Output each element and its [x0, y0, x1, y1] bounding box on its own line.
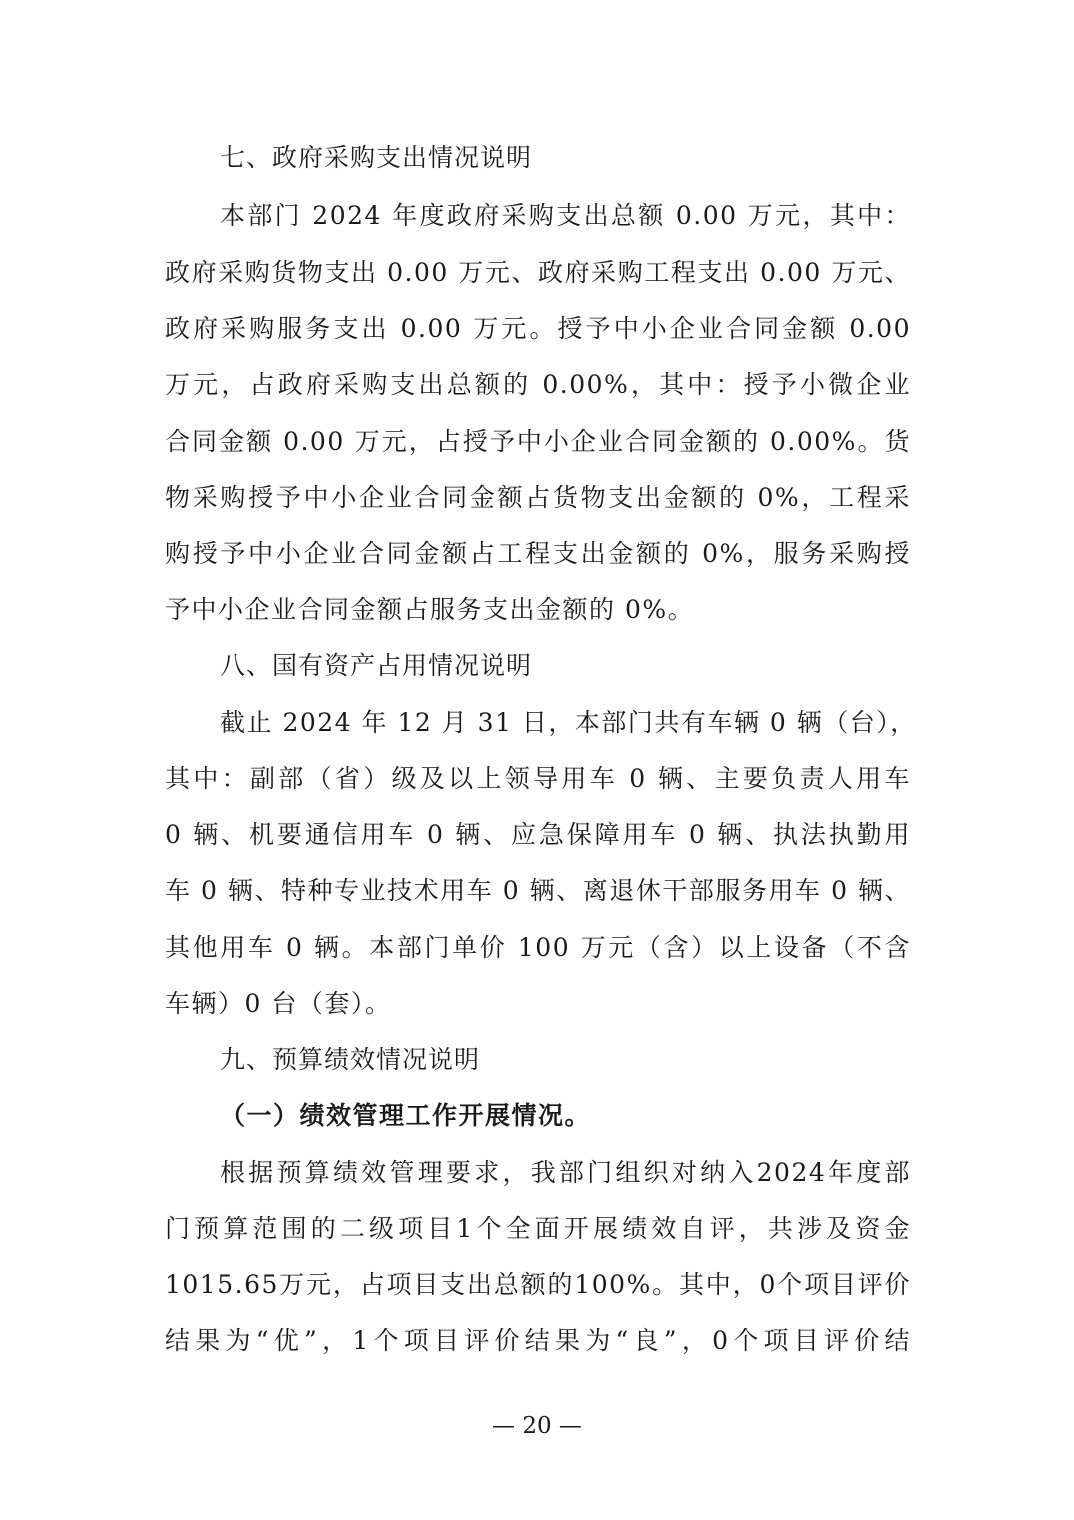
- section-8-line: 其他用车 0 辆。本部门单价 100 万元（含）以上设备（不含: [165, 933, 911, 962]
- section-9-subheading: （一）绩效管理工作开展情况。: [220, 1101, 592, 1130]
- section-9-heading: 九、预算绩效情况说明: [220, 1045, 481, 1074]
- section-8-line: 其中：副部（省）级及以上领导用车 0 辆、主要负责人用车: [165, 764, 911, 793]
- section-8-line: 0 辆、机要通信用车 0 辆、应急保障用车 0 辆、执法执勤用: [165, 820, 911, 849]
- section-7-line: 政府采购服务支出 0.00 万元。授予中小企业合同金额 0.00: [165, 314, 911, 343]
- section-8-heading: 八、国有资产占用情况说明: [220, 651, 533, 680]
- section-8-line: 车辆）0 台（套）。: [165, 989, 392, 1018]
- section-9-line: 1015.65万元，占项目支出总额的100%。其中，0个项目评价: [165, 1270, 911, 1299]
- page-number: — 20 —: [492, 1413, 582, 1439]
- section-7-line: 本部门 2024 年度政府采购支出总额 0.00 万元，其中：: [220, 201, 911, 230]
- section-7-line: 政府采购货物支出 0.00 万元、政府采购工程支出 0.00 万元、: [165, 258, 911, 287]
- section-9-line: 门预算范围的二级项目1个全面开展绩效自评，共涉及资金: [165, 1214, 911, 1243]
- section-7-line: 物采购授予中小企业合同金额占货物支出金额的 0%，工程采: [165, 483, 911, 512]
- section-7-line: 合同金额 0.00 万元，占授予中小企业合同金额的 0.00%。货: [165, 427, 911, 456]
- section-7-heading: 七、政府采购支出情况说明: [220, 143, 533, 172]
- section-7-line: 予中小企业合同金额占服务支出金额的 0%。: [165, 595, 695, 624]
- section-9-line: 结果为“优”，1个项目评价结果为“良”，0个项目评价结: [165, 1326, 911, 1355]
- section-9-line: 根据预算绩效管理要求，我部门组织对纳入2024年度部: [220, 1158, 912, 1187]
- section-8-line: 截止 2024 年 12 月 31 日，本部门共有车辆 0 辆（台），: [220, 708, 917, 737]
- section-7-line: 购授予中小企业合同金额占工程支出金额的 0%，服务采购授: [165, 539, 911, 568]
- section-7-line: 万元，占政府采购支出总额的 0.00%，其中：授予小微企业: [165, 370, 911, 399]
- section-8-line: 车 0 辆、特种专业技术用车 0 辆、离退休干部服务用车 0 辆、: [165, 876, 911, 905]
